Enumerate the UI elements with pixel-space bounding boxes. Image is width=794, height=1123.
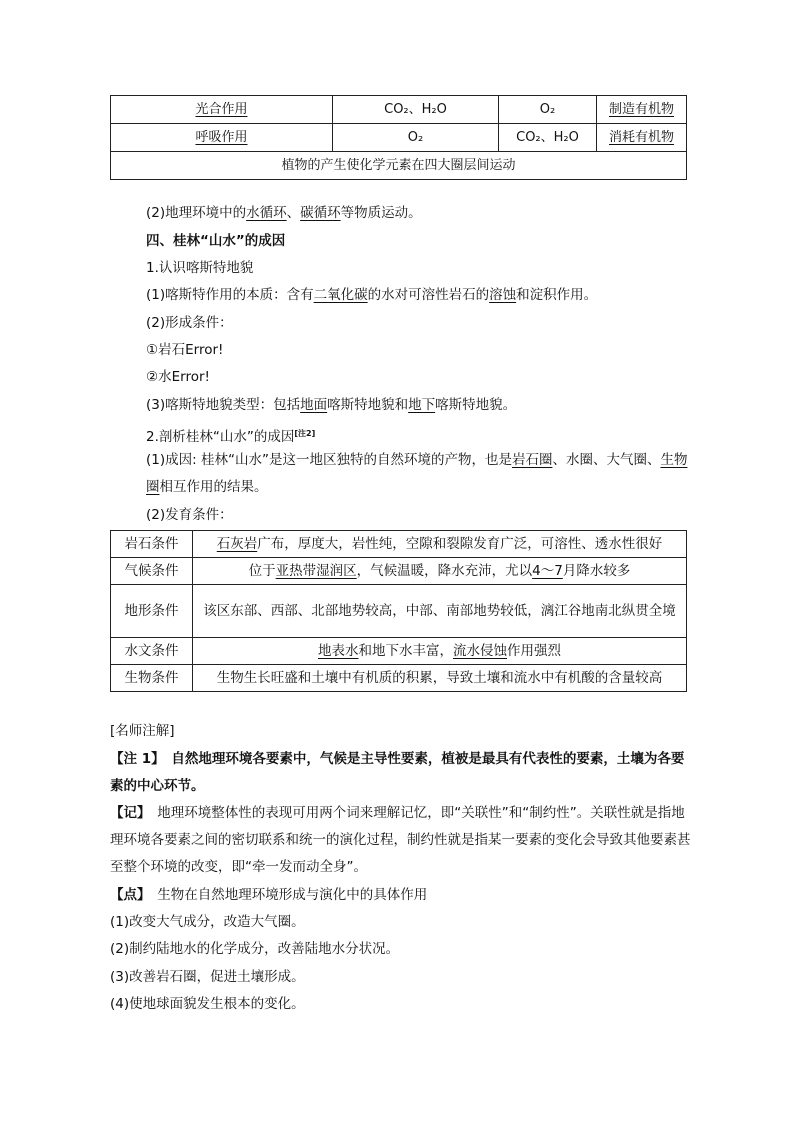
note-dian [110, 882, 694, 909]
key-term: 水循环 [246, 205, 287, 221]
key-term: 流水侵蚀 [453, 642, 507, 659]
table-cell: 该区东部、西部、北部地势较高，中部、南部地势较低，漓江谷地南北纵贯全境 [193, 585, 687, 638]
key-term: 亚热带湿润区 [275, 562, 357, 579]
text: (1)喀斯特作用的本质：含有 [146, 287, 314, 303]
paragraph-cause [110, 447, 694, 501]
list-item: (2)制约陆地水的化学成分，改善陆地水分状况。 [110, 941, 400, 957]
text: 的水对可溶性岩石的 [367, 287, 490, 303]
paragraph-karst-nature [110, 282, 694, 309]
key-term: 二氧化碳 [313, 287, 368, 303]
table-row [111, 558, 687, 585]
note-tag: 【记】 [110, 805, 144, 821]
text: 2.剖析桂林“山水”的成因 [146, 429, 295, 445]
result-text: 消耗有机物 [608, 130, 674, 145]
table-cell [111, 96, 333, 124]
row-label: 岩石条件 [111, 531, 193, 558]
text: 、 [286, 205, 301, 221]
table-cell: 生物生长旺盛和土壤中有机质的积累，导致土壤和流水中有机酸的含量较高 [193, 665, 687, 692]
text: 相互作用的结果。 [159, 479, 268, 495]
key-term: 地下 [408, 397, 436, 413]
section-heading: 四、桂林“山水”的成因 [146, 233, 286, 249]
result-text: 制造有机物 [608, 102, 674, 117]
paragraph-water-condition: ②水Error! [146, 369, 210, 385]
table-cell: O₂ [499, 96, 597, 124]
sub-heading-karst: 1.认识喀斯特地貌 [146, 260, 254, 276]
text: 地理环境整体性的表现可用两个词来理解记忆，即“关联性”和“制约性”。关联性就是指地理环境各要素之间的密切联系和统一的演化过程，制约性就是指某一要素的变化会导致其他要素甚至整个环境的改变，即“牵一发而动全身”。 [110, 805, 691, 875]
text: (1)成因: 桂林“山水”是这一地区独特的自然环境的产物，也是 [146, 452, 512, 468]
paragraph-rock-condition: ①岩石Error! [146, 342, 224, 358]
row-label: 水文条件 [111, 638, 193, 665]
note-tag: 【点】 [110, 887, 144, 903]
development-conditions-table [110, 530, 687, 692]
key-term: 地表水 [318, 642, 359, 659]
text: (2)地理环境中的 [146, 205, 247, 221]
list-item: (3)改善岩石圈，促进土壤形成。 [110, 969, 305, 985]
key-term: 石灰岩 [216, 535, 258, 552]
key-term: 岩石圈 [511, 452, 553, 468]
text: 喀斯特地貌和 [327, 397, 409, 413]
note-1 [110, 746, 694, 800]
table-cell [597, 96, 687, 124]
notes-heading: [名师注解] [110, 723, 175, 739]
text: ，气候温暖，降水充沛，尤以 [356, 562, 533, 579]
list-item: (1)改变大气成分，改造大气圈。 [110, 914, 305, 930]
table-cell: CO₂、H₂O [333, 96, 499, 124]
table-row [111, 531, 687, 558]
row-label: 生物条件 [111, 665, 193, 692]
table-cell: O₂ [333, 124, 499, 152]
text: 等物质运动。 [340, 205, 422, 221]
paragraph-development: (2)发育条件： [146, 507, 233, 523]
text: 月降水较多 [562, 562, 631, 579]
key-term: 溶蚀 [489, 287, 517, 303]
key-term: 地面 [300, 397, 328, 413]
table-footer-cell: 植物的产生使化学元素在四大圈层间运动 [111, 152, 687, 180]
list-item: (4)使地球面貌发生根本的变化。 [110, 996, 305, 1012]
text: 自然地理环境各要素中，气候是主导性要素，植被是最具有代表性的要素，土壤为各要素的中心环节。 [110, 751, 685, 794]
table-row [111, 124, 687, 152]
table-row [111, 665, 687, 692]
note-marker: [注2] [294, 429, 316, 438]
photosynthesis-respiration-table [110, 95, 687, 180]
text: 生物在自然地理环境形成与演化中的具体作用 [143, 887, 428, 903]
text: 作用强烈 [507, 642, 561, 659]
note-tag: 【注 1】 [110, 751, 158, 767]
table-cell: CO₂、H₂O [499, 124, 597, 152]
paragraph-karst-types [110, 392, 694, 419]
process-name: 呼吸作用 [195, 130, 248, 145]
row-label: 地形条件 [111, 585, 193, 638]
paragraph-conditions: (2)形成条件： [146, 315, 233, 331]
table-cell [597, 124, 687, 152]
note-ji [110, 800, 694, 881]
table-row [111, 152, 687, 180]
table-cell [193, 531, 687, 558]
key-term: 生物圈 [146, 452, 688, 495]
text: 、水圈、大气圈、 [552, 452, 661, 468]
key-term: 4～7 [532, 562, 563, 579]
table-cell [111, 124, 333, 152]
key-term: 碳循环 [300, 205, 341, 221]
text: 和地下水丰富， [358, 642, 453, 659]
row-label: 气候条件 [111, 558, 193, 585]
text: (3)喀斯特地貌类型：包括 [146, 397, 301, 413]
text: 喀斯特地貌。 [435, 397, 517, 413]
process-name: 光合作用 [195, 102, 248, 117]
text: 广布，厚度大，岩性纯，空隙和裂隙发育广泛，可溶性、透水性很好 [257, 535, 663, 552]
table-row [111, 638, 687, 665]
text: 和淀积作用。 [516, 287, 598, 303]
table-cell [193, 638, 687, 665]
text: 位于 [248, 562, 276, 579]
table-row [111, 96, 687, 124]
paragraph-water-cycle [110, 200, 694, 227]
table-row [111, 585, 687, 638]
table-cell [193, 558, 687, 585]
